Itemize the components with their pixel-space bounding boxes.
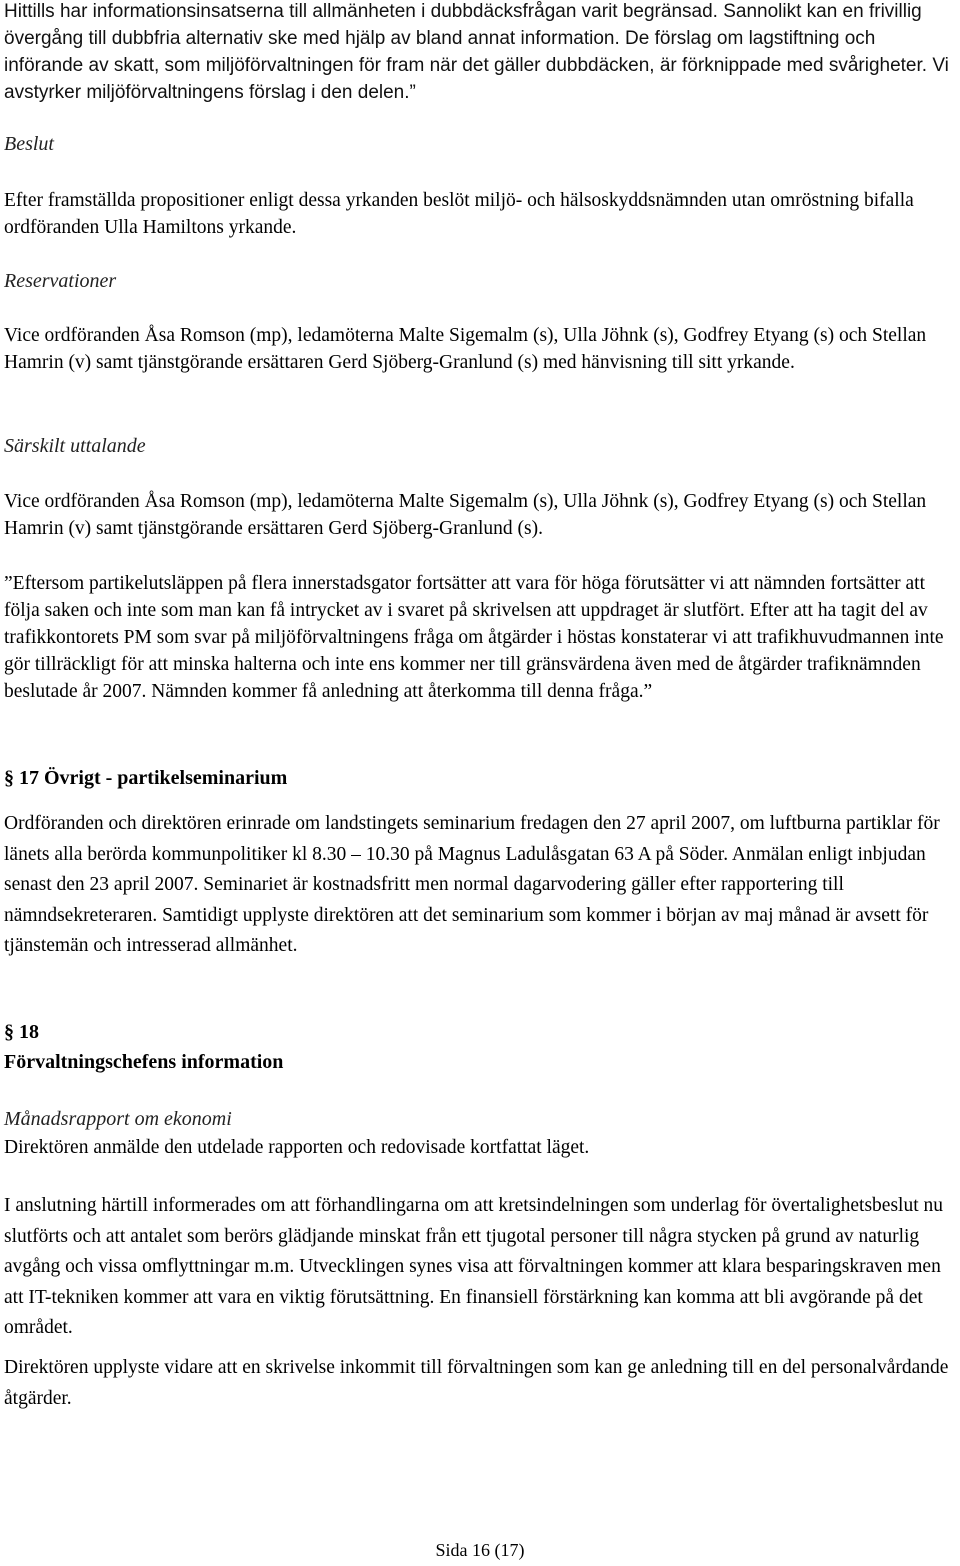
sarskilt-uttalande-heading: Särskilt uttalande bbox=[4, 435, 146, 457]
sarskilt-uttalande-quote: ”Eftersom partikelutsläppen på flera innerstadsgator fortsätter att vara för höga förutsätter vi att nämnden fortsätter att följa saken och inte som man kan få intrycket av i svaret på skrivelsen att uppdraget är slutfört. Efter att ha tagit del av trafikkontorets PM som svar på miljöförvaltningens fråga om åtgärder i höstas konstaterar vi att trafikhuvudmannen inte gör tillräckligt för att minska halterna och inte ens kommer ner till gränsvärdena även med de åtgärder trafiknämnden beslutade år 2007. Nämnden kommer få anledning att återkomma till denna fråga.” bbox=[4, 573, 944, 702]
section17-text: Ordföranden och direktören erinrade om landstingets seminarium fredagen den 27 april 2007, om luftburna partiklar för länets alla berörda kommunpolitiker kl 8.30 – 10.30 på Magnus Ladulåsgatan 63 A på Söder. Anmälan enligt inbjudan senast den 23 april 2007. Seminariet är kostnadsfritt men normal dagarvodering gäller efter rapportering till nämndsekreteraren. Samtidigt upplyste direktören att det seminarium som kommer i början av maj månad är avsett för tjänstemän och intresserad allmänhet. bbox=[4, 813, 940, 956]
section18-number: § 18 bbox=[4, 1021, 39, 1043]
reservationer-text: Vice ordföranden Åsa Romson (mp), ledamöterna Malte Sigemalm (s), Ulla Jöhnk (s), Godfrey Etyang (s) och Stellan Hamrin (v) samt tjänstgörande ersättaren Gerd Sjöberg-Granlund (s) med hänvisning till sitt yrkande. bbox=[4, 325, 927, 373]
page-number-footer: Sida 16 (17) bbox=[435, 1540, 525, 1560]
section18-paragraph3: Direktören upplyste vidare att en skrivelse inkommit till förvaltningen som kan ge anledning till en del personalvårdande åtgärder. bbox=[4, 1357, 949, 1409]
section18-line1: Direktören anmälde den utdelade rapporten och redovisade kortfattat läget. bbox=[4, 1137, 590, 1158]
section18-paragraph2: I anslutning härtill informerades om att förhandlingarna om att kretsindelningen som underlag för övertalighetsbeslut nu slutförts och att antalet som berörs glädjande minskat från ett tjugotal personer till några stycken på grund av naturlig avgång och vissa omflyttningar m.m. Utvecklingen synes visa att förvaltningen kommer att klara besparingskraven men att IT-tekniken kommer att vara en viktig förutsättning. En finansiell förstärkning kan komma att bli avgörande på det området. bbox=[4, 1195, 944, 1338]
beslut-heading: Beslut bbox=[4, 133, 54, 155]
section17-heading: § 17 Övrigt - partikelseminarium bbox=[4, 767, 288, 789]
section18-heading: Förvaltningschefens information bbox=[4, 1051, 284, 1073]
intro-paragraph: Hittills har informationsinsatserna till allmänheten i dubbdäcksfrågan varit begränsad. Sannolikt kan en frivillig övergång till dubbfria alternativ ske med hjälp av bland annat information. De förslag om lagstiftning och införande av skatt, som miljöförvaltningen för fram när det gäller dubbdäcken, är förknippade med svårigheter. Vi avstyrker miljöförvaltningens förslag i den delen.” bbox=[4, 1, 949, 103]
beslut-text: Efter framställda propositioner enligt dessa yrkanden beslöt miljö- och hälsoskyddsnämnden utan omröstning bifalla ordföranden Ulla Hamiltons yrkande. bbox=[4, 190, 914, 238]
sarskilt-uttalande-text: Vice ordföranden Åsa Romson (mp), ledamöterna Malte Sigemalm (s), Ulla Jöhnk (s), Godfrey Etyang (s) och Stellan Hamrin (v) samt tjänstgörande ersättaren Gerd Sjöberg-Granlund (s). bbox=[4, 491, 927, 539]
section18-sub-heading: Månadsrapport om ekonomi bbox=[4, 1108, 232, 1130]
reservationer-heading: Reservationer bbox=[4, 270, 117, 292]
